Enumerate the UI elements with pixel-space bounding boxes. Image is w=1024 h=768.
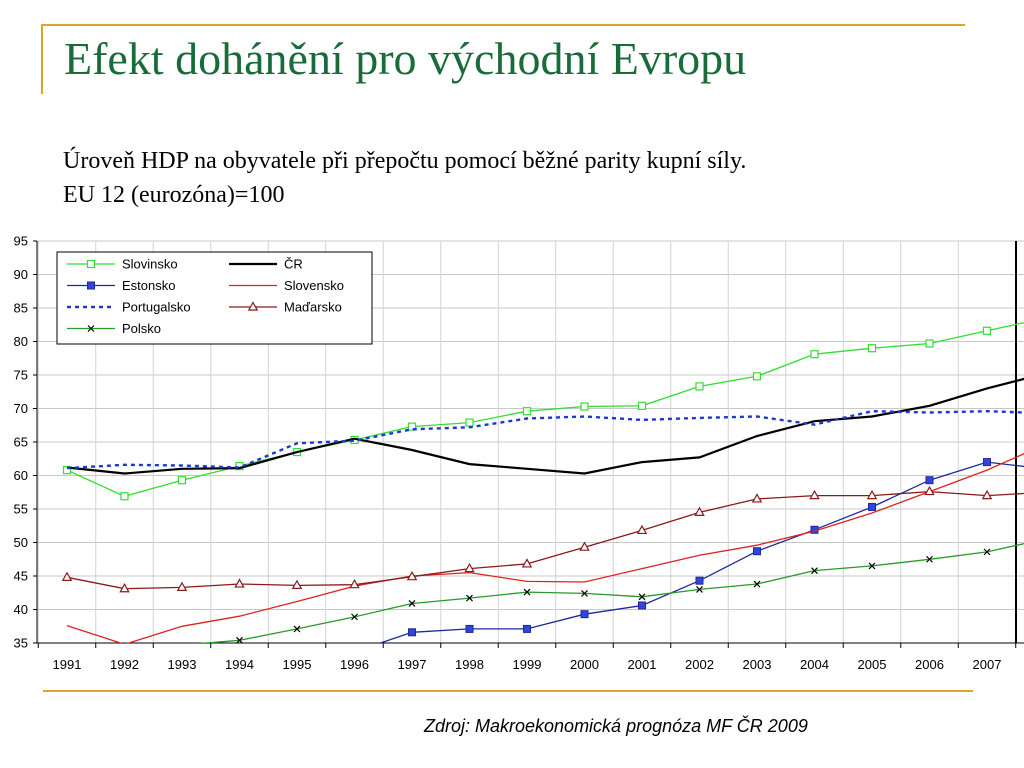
legend-label-cr: ČR	[284, 256, 303, 272]
data-point-estonsko	[869, 503, 876, 510]
data-point-estonsko	[409, 629, 416, 636]
y-tick-label: 50	[13, 535, 28, 550]
y-tick-label: 60	[13, 468, 28, 483]
legend-label-madarsko: Maďarsko	[284, 299, 342, 315]
y-tick-label: 70	[13, 401, 28, 416]
x-tick-label: 2001	[627, 657, 657, 672]
data-point-estonsko	[754, 548, 761, 555]
x-tick-label: 2002	[685, 657, 714, 672]
legend-label-polsko: Polsko	[122, 321, 162, 336]
title-accent-bar	[41, 24, 43, 94]
x-tick-label: 1996	[340, 657, 369, 672]
slide-title: Efekt dohánění pro východní Evropu	[64, 33, 747, 84]
x-tick-label: 1997	[397, 657, 427, 672]
slide-subtitle	[63, 144, 746, 212]
source-note: Zdroj: Makroekonomická prognóza MF ČR 2009	[424, 716, 808, 736]
x-tick-label: 2006	[915, 657, 944, 672]
x-tick-label: 2004	[800, 657, 829, 672]
x-tick-label: 1993	[167, 657, 197, 672]
x-tick-label: 2007	[972, 657, 1002, 672]
data-point-slovinsko	[466, 419, 473, 426]
line-chart	[0, 232, 1024, 677]
data-point-estonsko	[696, 577, 703, 584]
x-tick-label: 1991	[52, 657, 82, 672]
y-tick-label: 65	[13, 434, 28, 450]
legend-box	[57, 252, 372, 344]
footer-accent-rule	[43, 690, 973, 692]
data-point-estonsko	[639, 602, 646, 609]
y-tick-label: 35	[13, 635, 28, 651]
x-tick-label: 1999	[512, 657, 542, 672]
data-point-slovinsko	[639, 402, 646, 409]
data-point-estonsko	[466, 625, 473, 632]
x-tick-label: 2003	[742, 657, 772, 672]
y-tick-label: 55	[13, 501, 28, 517]
x-tick-label: 2005	[857, 657, 887, 672]
legend-label-estonsko: Estonsko	[122, 278, 176, 293]
data-point-estonsko	[926, 477, 933, 484]
x-tick-label: 2000	[570, 657, 599, 672]
data-point-slovinsko	[179, 477, 186, 484]
data-point-slovinsko	[754, 373, 761, 380]
subtitle-line-1: Úroveň HDP na obyvatele při přepočtu pomocí běžné parity kupní síly.	[63, 148, 747, 174]
legend-label-slovensko: Slovensko	[284, 278, 344, 293]
x-tick-label: 1992	[110, 657, 139, 672]
data-point-estonsko	[524, 625, 531, 632]
y-tick-label: 75	[13, 367, 28, 383]
data-point-slovinsko	[926, 340, 933, 347]
data-point-slovinsko	[696, 383, 703, 390]
y-tick-label: 85	[13, 300, 28, 316]
legend-label-portugalsko: Portugalsko	[122, 299, 191, 315]
y-tick-label: 90	[13, 267, 28, 282]
data-point-slovinsko	[869, 345, 876, 352]
data-point-slovinsko	[581, 403, 588, 410]
y-tick-label: 40	[13, 602, 28, 617]
data-point-estonsko	[581, 611, 588, 618]
data-point-slovinsko	[121, 493, 128, 500]
x-tick-label: 1994	[225, 657, 254, 672]
subtitle-line-2: EU 12 (eurozóna)=100	[63, 182, 285, 208]
x-tick-label: 1998	[455, 657, 484, 672]
data-point-estonsko	[984, 459, 991, 466]
legend-marker-slovinsko	[88, 261, 95, 268]
y-tick-label: 95	[13, 233, 28, 249]
x-tick-label: 1995	[282, 657, 312, 672]
data-point-slovinsko	[984, 327, 991, 334]
data-point-slovinsko	[811, 351, 818, 358]
legend-label-slovinsko: Slovinsko	[122, 256, 178, 272]
legend-marker-estonsko	[88, 282, 95, 289]
data-point-slovinsko	[524, 408, 531, 415]
y-tick-label: 80	[13, 334, 28, 349]
title-accent-rule	[43, 24, 965, 26]
y-tick-label: 45	[13, 568, 28, 584]
